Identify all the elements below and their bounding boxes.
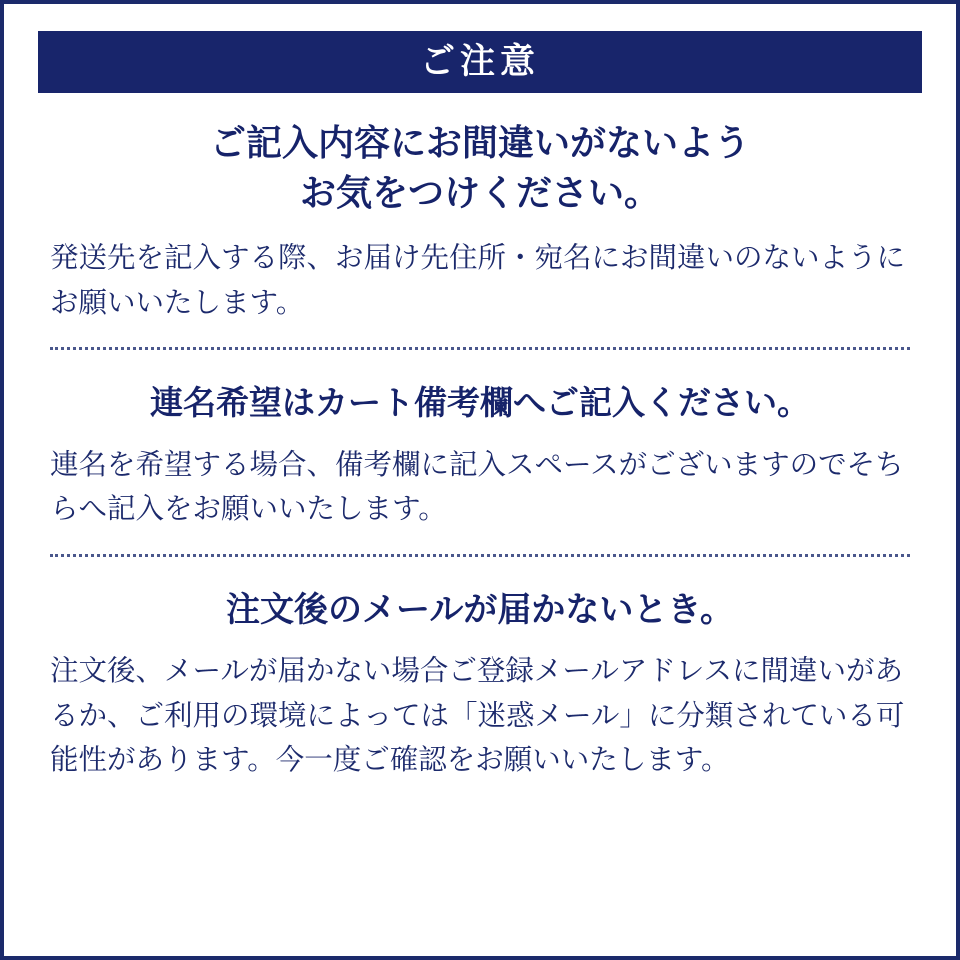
section-divider	[50, 347, 910, 350]
section-body: 発送先を記入する際、お届け先住所・宛名にお間違いのないようにお願いいたします。	[50, 241, 906, 319]
notice-content	[4, 93, 956, 956]
section-body: 注文後、メールが届かない場合ご登録メールアドレスに間違いがあるか、ご利用の環境によっては「迷惑メール」に分類されている可能性があります。今一度ご確認をお願いいたします。	[50, 654, 905, 776]
notice-section-mail	[50, 557, 910, 782]
notice-header-bar	[38, 31, 922, 93]
section-heading: 連名希望はカート備考欄へご記入ください。	[150, 382, 810, 422]
section-heading	[50, 119, 910, 218]
section-heading-line-1: ご記入内容にお間違いがないよう	[209, 123, 750, 164]
section-divider	[50, 554, 910, 557]
page-title: ご注意	[419, 41, 540, 82]
section-heading: 注文後のメールが届かないとき。	[226, 589, 734, 630]
section-heading-line-2: お気をつけください。	[299, 172, 660, 214]
notice-section-address	[50, 93, 910, 325]
section-body: 連名を希望する場合、備考欄に記入スペースがございますのでそちらへ記入をお願いいたします。	[50, 448, 904, 526]
notice-section-joint-name	[50, 350, 910, 532]
